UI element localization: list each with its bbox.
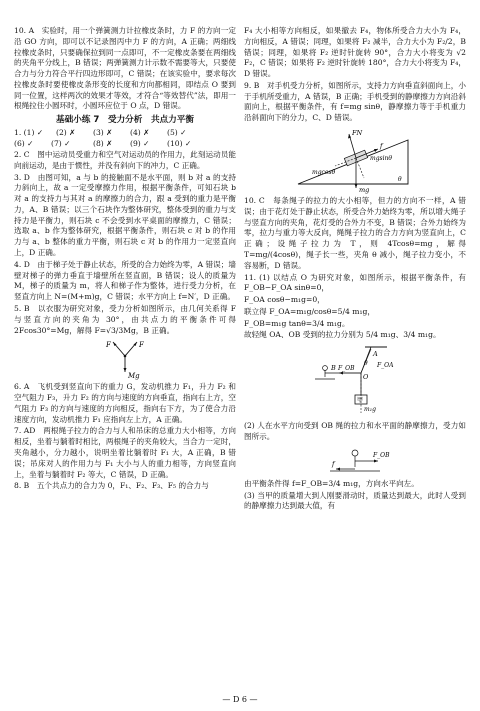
- tf-answer: (5) ✓: [167, 128, 187, 138]
- normal-force-label: FN: [352, 129, 363, 138]
- tf-answer: (6) ✓: [14, 139, 34, 149]
- section-heading: 基础小练 7 受力分析 共点力平衡: [56, 115, 194, 126]
- mass-label: 甲: [357, 397, 364, 405]
- right-column: [244, 26, 466, 513]
- answer-2: 2. C 图中运动员受重力和空气对运动员的作用力，此刻运动员能向前运动，是由于惯性，并没有斜向下的冲力，C 正确。: [14, 150, 236, 170]
- tf-answer: 1. (1) ✓: [14, 128, 44, 138]
- answer-5-fraction: √3/3: [106, 325, 124, 335]
- force-label: F_OA: [377, 362, 394, 370]
- true-false-answers: [14, 128, 236, 150]
- gravity-label: mg: [359, 186, 370, 195]
- answer-8-continued: F₄ 大小相等方向相反，如果撤去 F₄，物体所受合力大小为 F₄，方向相反，A 错误；同理，如果将 F₂ 减半，合力大小为 F₂/2，B 错误；同理，如果将 F₂ 逆时针旋转 90°，合力大小将变为 √2 F₂，C 错误；如果将 F₂ 逆时针旋转 180°，合力大小将变为 F₄，D 错误。: [244, 26, 466, 79]
- angle-label: θ: [364, 360, 368, 368]
- answer-11-part2-result: 由平衡条件得 f=F_OB=3/4 m₁g，方向水平向左。: [244, 478, 419, 488]
- answer-3: 3. D 由图可知，a 与 b 的接触面不是水平面，则 b 对 a 的支持力斜向上，故 a 一定受摩擦力作用，根据平衡条件，可知石块 b 对 a 的支持力与其对 a 的摩擦力的合力，跟 a 受到的重力是平衡力，A、B 错误；以三个石块作为整体研究，整体受到的重力与支持力是平衡力，则石块 c 不会受到水平桌面的摩擦力，C 错误；选取 a、b 作为整体研究，根据平衡条件，则石块 c 对 b 的作用力与 a、b 整体的重力平衡，则石块 c 对 b 的作用力一定竖直向上，D 正确。: [14, 172, 236, 258]
- answer-10: 10. A 实验时，用一个弹簧测力计拉橡皮条时，力 F 的方向一定沿 GO 方向，即可以不记录图丙中力 F 的方向，A 正确；两细线拉橡皮条时，只要确保拉到同一点即可，不一定橡皮条要在两细线的夹角平分线上，B 错误；两弹簧测力计示数不需要等大，只要使合力与分力符合平行四边形即可，C 错误；在该实验中，要求每次拉橡皮条时要使橡皮条形变的长度和方向都相同，即结点 O 要到同一位置，这样两次的效果才等效，才符合“等效替代”法，即用一根绳拉住小圆环时，小圆环应位于 O 点，D 错误。: [14, 26, 236, 111]
- answer-6: 6. A 飞机受到竖直向下的重力 G，发动机推力 F₁，升力 F₂ 和空气阻力 F₃，升力 F₂ 的方向与速度的方向垂直，指向右上方，空气阻力 F₃ 的方向与速度的方向相反，指向右下方，为了使合力沿速度方向，发动机推力 F₁ 应指向左上方，A 正确。: [14, 382, 236, 424]
- tf-answer: (2) ✗: [56, 128, 76, 138]
- tf-answer: (10) ✓: [167, 139, 192, 149]
- force-diagram-knot: [295, 343, 415, 419]
- point-label: A: [373, 350, 378, 359]
- answer-11-intro: 11. (1) 以结点 O 为研究对象，如图所示，根据平衡条件，有 F_OB−F_OA sinθ=0，: [244, 272, 466, 293]
- answer-11-part2: (2) 人在水平方向受到 OB 绳的拉力和水平面的静摩擦力，受力如图所示。: [244, 421, 466, 441]
- force-diagram-person: [310, 445, 400, 477]
- answer-5-text: 5. B 以衣服为研究对象，受力分析如图所示，由几何关系得 F 与竖直方向的夹角为 30°，由共点力的平衡条件可得 2Fcos30°=Mg，解得 F=: [14, 303, 236, 335]
- angle-label: θ: [398, 176, 402, 184]
- left-column: [14, 26, 236, 493]
- answer-11-conclusion: 故轻绳 OA、OB 受到的拉力分别为 5/4 m₁g、3/4 m₁g。: [244, 330, 441, 340]
- answer-5: [14, 304, 236, 336]
- answer-8: 8. B 五个共点力的合力为 0，F₁、F₂、F₃、F₅ 的合力与: [14, 481, 209, 491]
- gravity-label: Mg: [128, 372, 140, 381]
- answer-11-eq2: 联立得 F_OA=m₁g/cosθ=5/4 m₁g，: [244, 306, 375, 316]
- force-label: F: [106, 341, 111, 350]
- answer-5-end: Mg，B 正确。: [123, 325, 175, 335]
- force-diagram-phone-incline: [290, 126, 420, 194]
- tf-answer: (9) ✓: [130, 139, 150, 149]
- gravity-label: m₁g: [364, 406, 376, 414]
- tf-answer: (7) ✓: [51, 139, 71, 149]
- point-label: O: [363, 373, 369, 382]
- answer-11-eq3: F_OB=m₁g tanθ=3/4 m₁g。: [244, 318, 350, 328]
- tf-answer: (3) ✗: [93, 128, 113, 138]
- tf-answer: (8) ✗: [93, 139, 113, 149]
- tf-answer: (4) ✗: [130, 128, 150, 138]
- answer-4: 4. D 由于梯子处于静止状态，所受的合力始终为零，A 错误；墙壁对梯子的弹力垂直于墙壁所在竖直面，B 错误；设人的质量为 M，梯子的质量为 m，将人和梯子作为整体，进行受力分析，在竖直方向上 N=(M+m)g，C 错误；水平方向上 f=N′，D 正确。: [14, 259, 236, 302]
- force-label: F: [139, 341, 144, 350]
- answer-11-eq1: F_OA cosθ−m₁g=0，: [244, 295, 325, 305]
- page-number: — D 6 —: [222, 694, 258, 704]
- component-label: mgcosθ: [312, 169, 336, 177]
- point-label: B: [331, 364, 336, 373]
- answer-11-part3: (3) 当甲的质量增大到人刚要滑动时，质量达到最大，此时人受到的静摩擦力达到最大值，有: [244, 490, 466, 511]
- answer-7: 7. AD 两根绳子拉力的合力与人和吊床的总重力大小相等，方向相反，坐着与躺着时相比，两根绳子的夹角较大，当合力一定时，夹角越小，分力越小，说明坐着比躺着时 F₁ 大，A 正确，B 错误；吊床对人的作用力与 F₁ 大小与人的重力相等，方向竖直向上，坐着与躺着时 F₂ 等大，C 错误，D 正确。: [14, 426, 236, 479]
- force-diagram-clothes: [95, 338, 155, 380]
- answer-10-right: 10. C 每条绳子的拉力的大小相等，但力的方向不一样，A 错误；由于花灯处于静止状态，所受合外力始终为零，所以增大绳子与竖直方向的夹角，花灯受的合外力不变，B 错误；合外力始终为零，拉力与重力等大反向，绳绳子拉力的合力方向为竖直向上，C 正确；设绳子拉力为 T，则 4Tcosθ=mg，解得 T=mg/(4cosθ)，绳子长一些，夹角 θ 减小，绳子拉力变小，不容易断，D 错误。: [244, 196, 466, 270]
- answer-9: 9. B 对手机受力分析，如图所示，支持力方向垂直斜面向上，小于手机所受重力，A 错误，B 正确；手机受到的静摩擦力方向沿斜面向上，根据平衡条件，有 f=mg sinθ，静摩擦力等于手机重力沿斜面向下的分力，C、D 错误。: [244, 80, 466, 123]
- force-label: F_OB: [338, 365, 355, 373]
- force-label: F_OB: [373, 451, 390, 459]
- friction-label: f: [332, 459, 335, 468]
- component-label: mgsinθ: [370, 155, 393, 163]
- friction-label: f: [380, 142, 383, 151]
